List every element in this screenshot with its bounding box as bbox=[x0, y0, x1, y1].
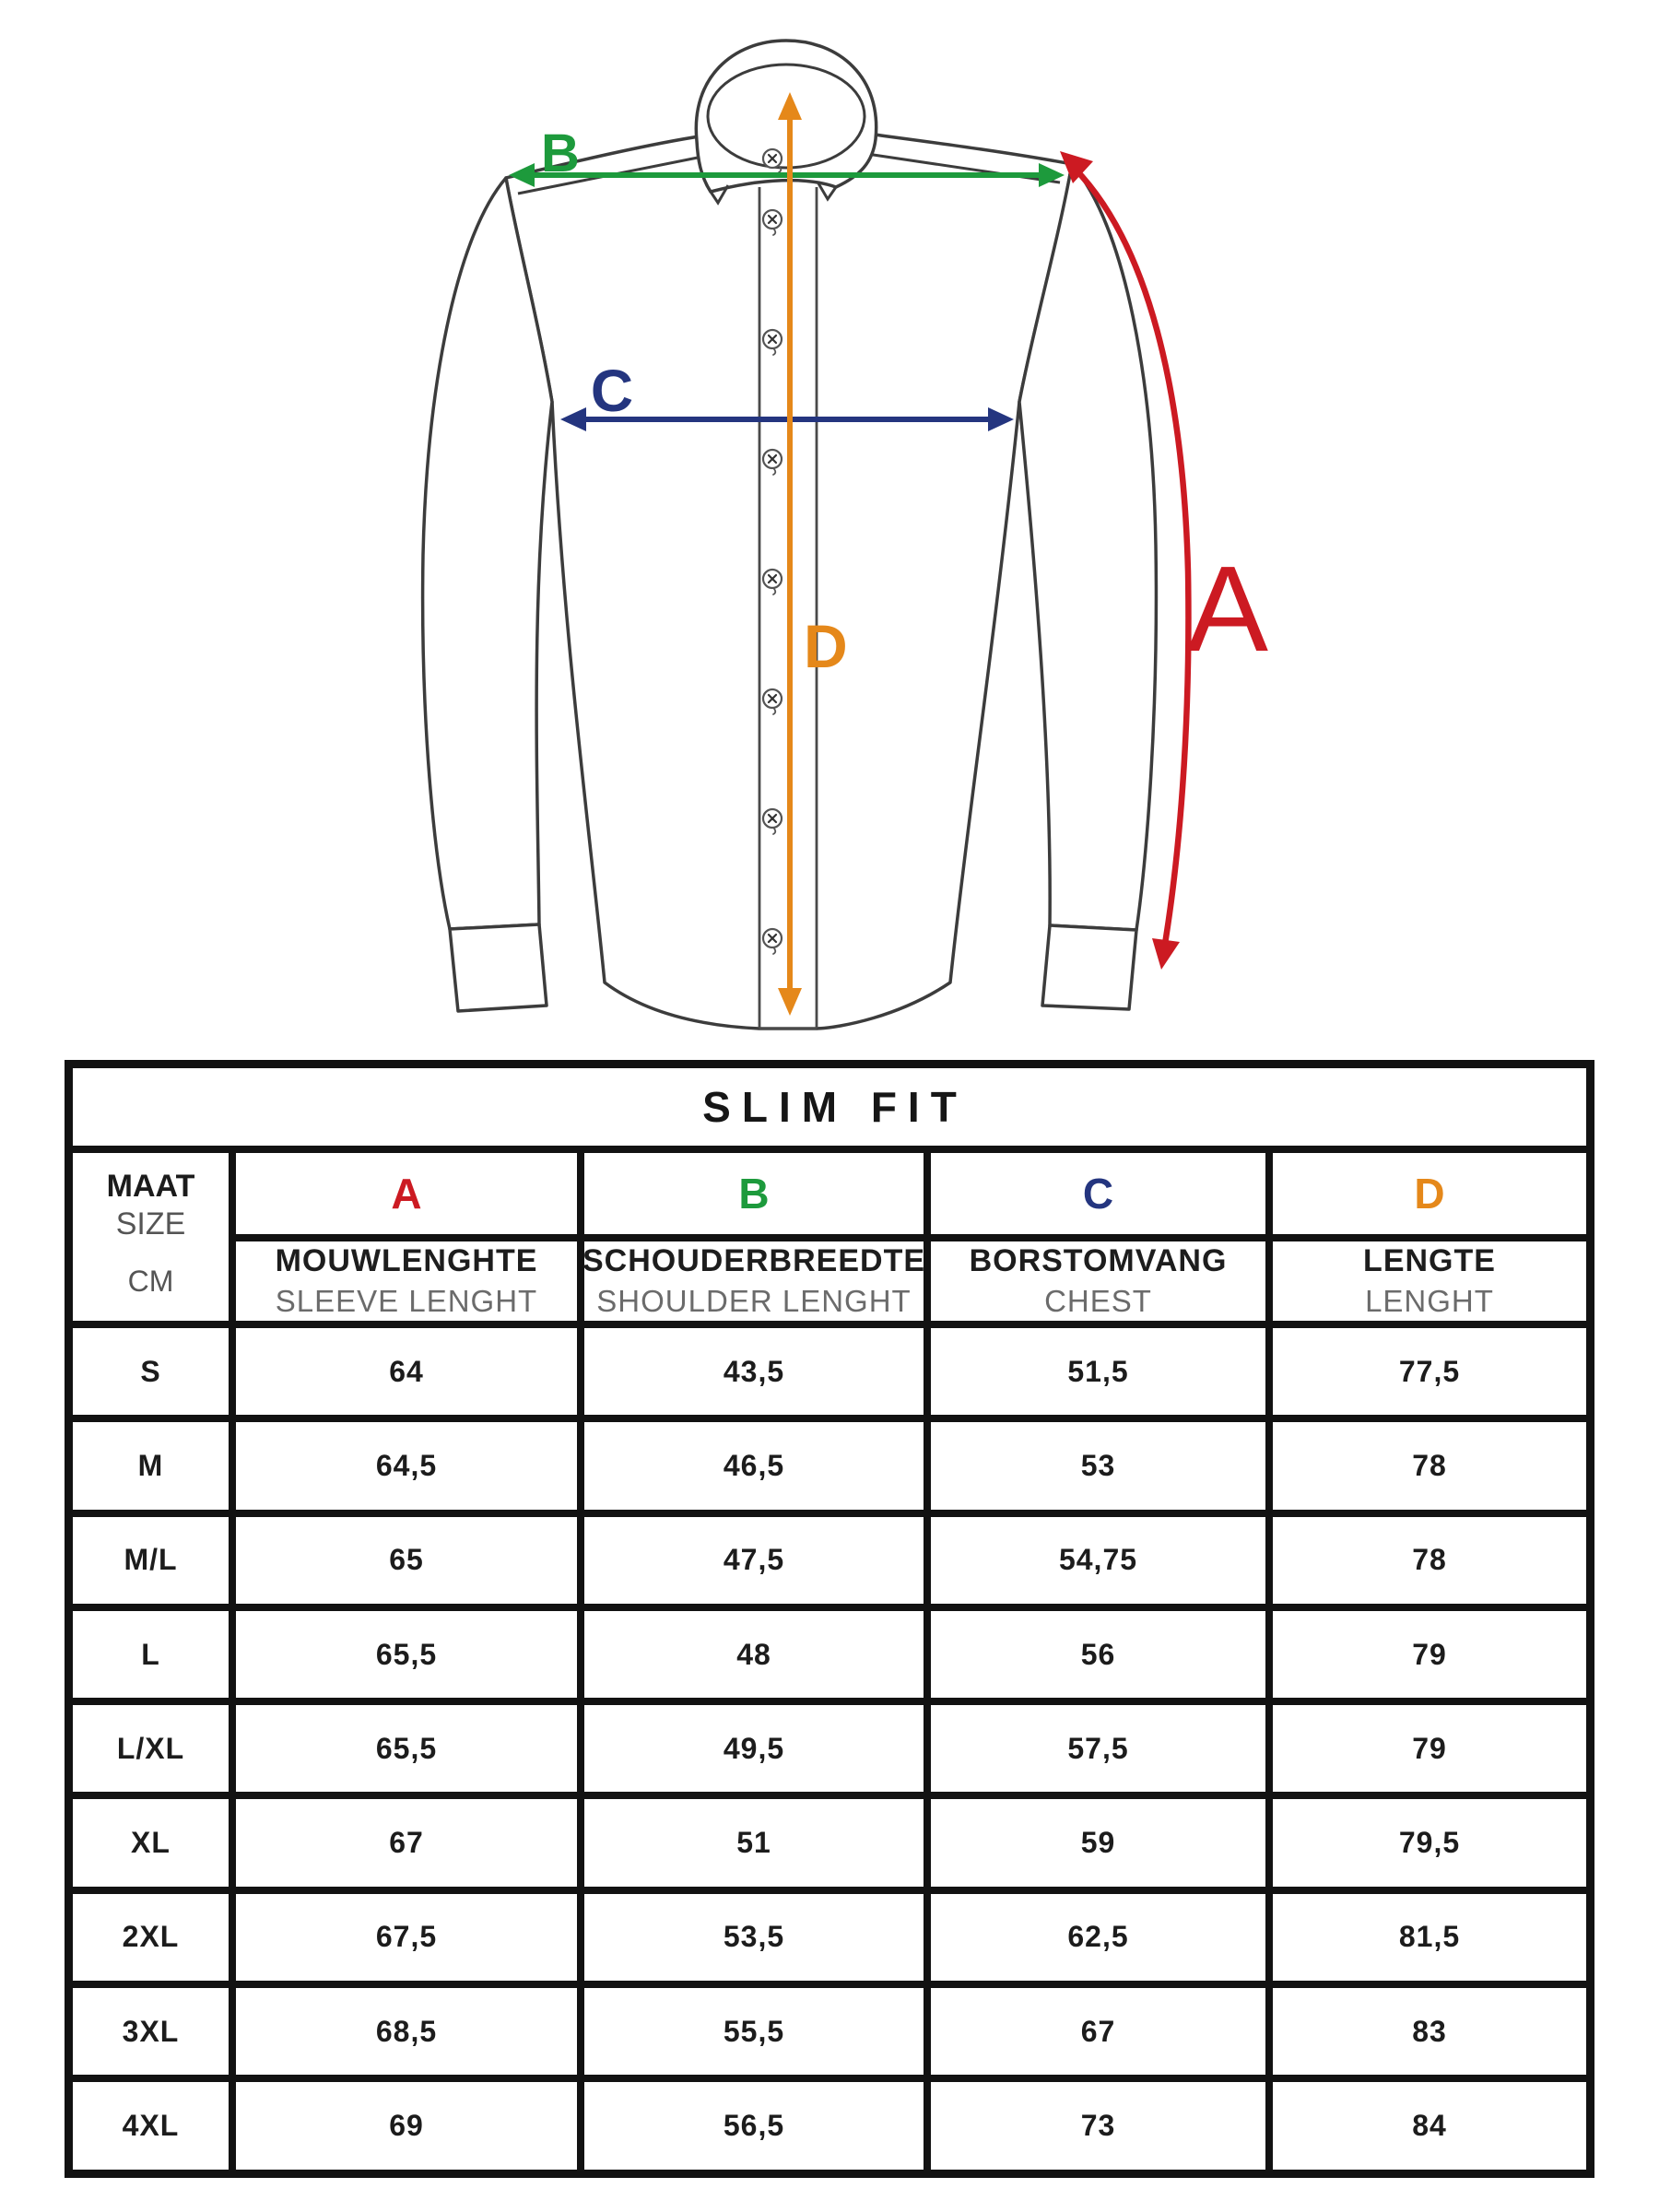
value-cell: 67 bbox=[236, 1799, 577, 1886]
value-cell: 64 bbox=[236, 1328, 577, 1415]
value-cell: 79,5 bbox=[1273, 1799, 1586, 1886]
value-cell: 67 bbox=[931, 1988, 1265, 2075]
value-cell: 59 bbox=[931, 1799, 1265, 1886]
value-cell: 64,5 bbox=[236, 1422, 577, 1509]
corner-size-label: SIZE bbox=[115, 1206, 186, 1242]
value-cell: 47,5 bbox=[584, 1517, 924, 1604]
value-cell: 78 bbox=[1273, 1422, 1586, 1509]
size-cell: L/XL bbox=[73, 1705, 229, 1792]
size-table bbox=[65, 1060, 1594, 2178]
value-cell: 79 bbox=[1273, 1611, 1586, 1698]
label-b: B bbox=[541, 124, 580, 183]
value-cell: 56 bbox=[931, 1611, 1265, 1698]
column-name-b: SCHOUDERBREEDTE SHOULDER LENGHT bbox=[584, 1241, 924, 1321]
right-cuff bbox=[1042, 925, 1136, 1009]
value-cell: 73 bbox=[931, 2082, 1265, 2169]
value-cell: 83 bbox=[1273, 1988, 1586, 2075]
value-cell: 48 bbox=[584, 1611, 924, 1698]
column-name-d: LENGTE LENGHT bbox=[1273, 1241, 1586, 1321]
label-c: C bbox=[590, 358, 634, 424]
size-cell: M/L bbox=[73, 1517, 229, 1604]
corner-cell bbox=[73, 1153, 229, 1321]
size-cell: S bbox=[73, 1328, 229, 1415]
label-a: A bbox=[1186, 541, 1269, 677]
value-cell: 55,5 bbox=[584, 1988, 924, 2075]
column-letter-d: D bbox=[1273, 1153, 1586, 1234]
size-cell: 3XL bbox=[73, 1988, 229, 2075]
left-cuff bbox=[450, 924, 547, 1011]
value-cell: 68,5 bbox=[236, 1988, 577, 2075]
value-cell: 65,5 bbox=[236, 1705, 577, 1792]
value-cell: 53 bbox=[931, 1422, 1265, 1509]
value-cell: 51 bbox=[584, 1799, 924, 1886]
value-cell: 43,5 bbox=[584, 1328, 924, 1415]
value-cell: 51,5 bbox=[931, 1328, 1265, 1415]
value-cell: 57,5 bbox=[931, 1705, 1265, 1792]
label-d: D bbox=[804, 612, 848, 680]
column-letter-b: B bbox=[584, 1153, 924, 1234]
shirt-diagram bbox=[0, 0, 1659, 1058]
value-cell: 77,5 bbox=[1273, 1328, 1586, 1415]
size-cell: 4XL bbox=[73, 2082, 229, 2169]
corner-maat-label: MAAT bbox=[106, 1169, 195, 1204]
value-cell: 69 bbox=[236, 2082, 577, 2169]
size-cell: M bbox=[73, 1422, 229, 1509]
column-name-c: BORSTOMVANG CHEST bbox=[931, 1241, 1265, 1321]
value-cell: 49,5 bbox=[584, 1705, 924, 1792]
value-cell: 79 bbox=[1273, 1705, 1586, 1792]
size-cell: L bbox=[73, 1611, 229, 1698]
value-cell: 65 bbox=[236, 1517, 577, 1604]
value-cell: 81,5 bbox=[1273, 1894, 1586, 1981]
value-cell: 54,75 bbox=[931, 1517, 1265, 1604]
value-cell: 84 bbox=[1273, 2082, 1586, 2169]
size-cell: XL bbox=[73, 1799, 229, 1886]
value-cell: 56,5 bbox=[584, 2082, 924, 2169]
value-cell: 67,5 bbox=[236, 1894, 577, 1981]
column-name-a: MOUWLENGHTE SLEEVE LENGHT bbox=[236, 1241, 577, 1321]
corner-unit-label: CM bbox=[127, 1265, 174, 1298]
table-title: SLIM FIT bbox=[73, 1068, 1586, 1146]
value-cell: 53,5 bbox=[584, 1894, 924, 1981]
value-cell: 78 bbox=[1273, 1517, 1586, 1604]
size-cell: 2XL bbox=[73, 1894, 229, 1981]
value-cell: 46,5 bbox=[584, 1422, 924, 1509]
value-cell: 62,5 bbox=[931, 1894, 1265, 1981]
column-letter-a: A bbox=[236, 1153, 577, 1234]
column-letter-c: C bbox=[931, 1153, 1265, 1234]
value-cell: 65,5 bbox=[236, 1611, 577, 1698]
